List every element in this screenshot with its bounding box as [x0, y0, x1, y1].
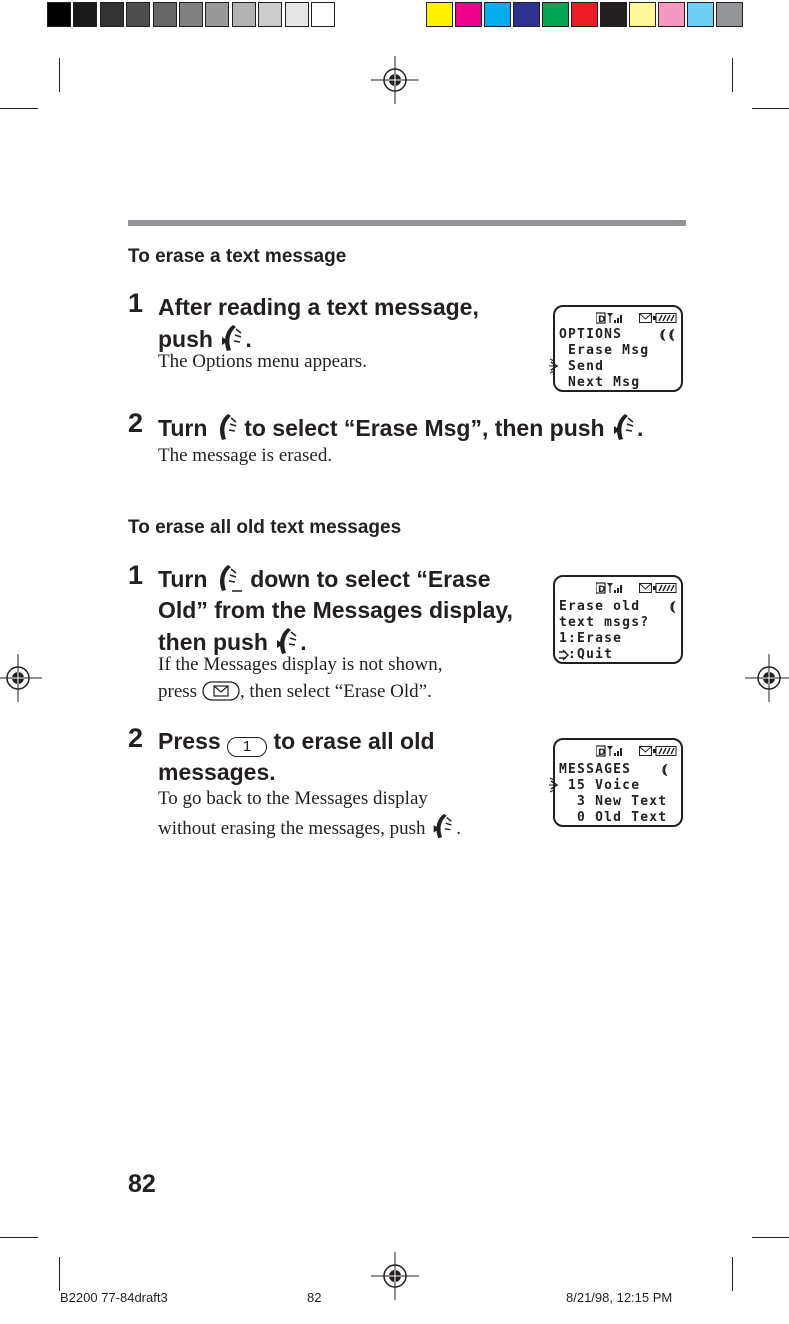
lcd-line: OPTIONS: [559, 327, 623, 342]
step-description-line: To go back to the Messages display: [158, 788, 428, 809]
step-description: The message is erased.: [158, 445, 333, 466]
step-title-line: messages.: [158, 759, 276, 785]
lcd-display-erase-old: [553, 575, 683, 664]
footer-timestamp: 8/21/98, 12:15 PM: [566, 1290, 673, 1305]
key-1-label: 1: [242, 738, 252, 755]
step-title-line: Old” from the Messages display,: [158, 597, 513, 623]
crop-mark-top-right-v: [732, 58, 733, 92]
jog-dial-turn-icon: [214, 412, 238, 442]
lcd-line-selected: 15 Voice: [559, 778, 641, 793]
registration-mark-bottom-icon: [371, 1252, 419, 1300]
step-title: [158, 412, 643, 444]
page-number: 82: [128, 1170, 156, 1198]
crop-mark-top-left-v: [59, 58, 60, 92]
section-rule: [128, 220, 686, 226]
process-color-swatch: [600, 2, 627, 27]
moon-icon: [667, 601, 677, 613]
process-color-swatch: [542, 2, 569, 27]
step-title-text: then push: [158, 629, 268, 655]
lcd-status-bar: [555, 745, 681, 757]
step-number: 2: [128, 408, 144, 438]
blinking-cursor-icon: [549, 776, 565, 794]
gray-swatch: [126, 2, 150, 27]
lcd-line: text msgs?: [559, 615, 650, 630]
registration-mark-left-icon: [0, 654, 42, 702]
process-color-swatch: [571, 2, 598, 27]
crop-mark-top-left-h: [0, 108, 38, 109]
crop-mark-bottom-left-h: [0, 1237, 38, 1238]
process-color-swatch: [716, 2, 743, 27]
envelope-icon: [639, 583, 652, 593]
lcd-line: Next Msg: [559, 375, 641, 390]
step-title-text: Press: [158, 728, 221, 754]
process-color-swatch: [687, 2, 714, 27]
gray-swatch: [258, 2, 282, 27]
battery-icon: [653, 583, 677, 593]
step-title-text: push: [158, 326, 213, 352]
process-color-swatch: [629, 2, 656, 27]
step-title-text: Turn: [158, 566, 208, 592]
lcd-line: Erase Msg: [559, 343, 650, 358]
lcd-display-options: [553, 305, 683, 392]
gray-swatch: [100, 2, 124, 27]
step-description: The Options menu appears.: [158, 351, 367, 372]
step-title-line: After reading a text message,: [158, 294, 479, 320]
step-description: [158, 785, 461, 842]
key-1-icon: [227, 737, 267, 757]
step-description-text: press: [158, 681, 198, 702]
step-description-text: .: [456, 818, 462, 839]
process-color-swatch: [658, 2, 685, 27]
process-color-swatch: [484, 2, 511, 27]
lcd-line: MESSAGES: [559, 762, 632, 777]
svg-text:D: D: [598, 315, 606, 324]
step-title-text: .: [245, 326, 252, 352]
envelope-icon: [639, 313, 652, 323]
section-heading-erase-message: To erase a text message: [128, 246, 347, 267]
lcd-line: 1:Erase: [559, 631, 623, 646]
gray-swatch: [47, 2, 71, 27]
crop-mark-top-right-h: [752, 108, 789, 109]
step-description-text: , then select “Erase Old”.: [239, 681, 432, 702]
arrow-cursor-icon: [558, 649, 570, 661]
step-title: [158, 563, 513, 658]
gray-swatch: [153, 2, 177, 27]
crop-mark-bottom-right-v: [732, 1257, 733, 1291]
blinking-cursor-icon: [549, 357, 565, 375]
step-title: [158, 292, 479, 355]
envelope-icon: [639, 746, 652, 756]
footer-page: 82: [307, 1290, 322, 1305]
step-description-line: If the Messages display is not shown,: [158, 654, 443, 675]
lcd-display-messages: [553, 738, 683, 827]
svg-text:D: D: [598, 585, 606, 594]
jog-dial-down-icon: [214, 563, 244, 593]
lcd-line-selected: :Quit: [559, 647, 614, 662]
lcd-status-bar: [555, 312, 681, 324]
lcd-line-selected: Send: [559, 359, 605, 374]
step-title-text: to select “Erase Msg”, then push: [244, 415, 605, 441]
lcd-status-bar: [555, 582, 681, 594]
gray-swatch: [73, 2, 97, 27]
step-number: 1: [128, 288, 144, 318]
gray-swatch: [285, 2, 309, 27]
registration-mark-right-icon: [745, 654, 789, 702]
step-description: [158, 651, 442, 705]
lcd-line: Erase old: [559, 599, 641, 614]
step-title-text: .: [637, 415, 644, 441]
signal-icon: [596, 745, 626, 757]
step-title-text: to erase all old: [273, 728, 435, 754]
double-moon-icon: [657, 329, 677, 341]
step-description-text: without erasing the messages, push: [158, 818, 426, 839]
jog-dial-push-icon: [430, 812, 456, 840]
jog-dial-push-icon: [611, 412, 637, 442]
gray-swatch: [311, 2, 335, 27]
crop-mark-bottom-right-h: [752, 1237, 789, 1238]
registration-mark-top-icon: [371, 56, 419, 104]
lcd-line: 3 New Text: [559, 794, 668, 809]
battery-icon: [653, 313, 677, 323]
step-title-text: Turn: [158, 415, 208, 441]
footer-file-name: B2200 77-84draft3: [60, 1290, 168, 1305]
signal-icon: [596, 312, 626, 324]
signal-icon: [596, 582, 626, 594]
crop-mark-bottom-left-v: [59, 1257, 60, 1291]
step-number: 2: [128, 723, 144, 753]
process-color-swatch: [513, 2, 540, 27]
gray-swatch: [179, 2, 203, 27]
battery-icon: [653, 746, 677, 756]
lcd-line: 0 Old Text: [559, 810, 668, 825]
process-color-swatch: [426, 2, 453, 27]
step-title-text: down to select “Erase: [250, 566, 491, 592]
message-key-icon: [202, 681, 240, 701]
svg-text:D: D: [598, 748, 606, 757]
process-color-swatch: [455, 2, 482, 27]
gray-swatch: [205, 2, 229, 27]
step-title-text: .: [300, 629, 307, 655]
step-title: [158, 726, 435, 788]
moon-icon: [659, 764, 669, 776]
gray-swatch: [232, 2, 256, 27]
step-number: 1: [128, 560, 144, 590]
section-heading-erase-old: To erase all old text messages: [128, 517, 402, 538]
